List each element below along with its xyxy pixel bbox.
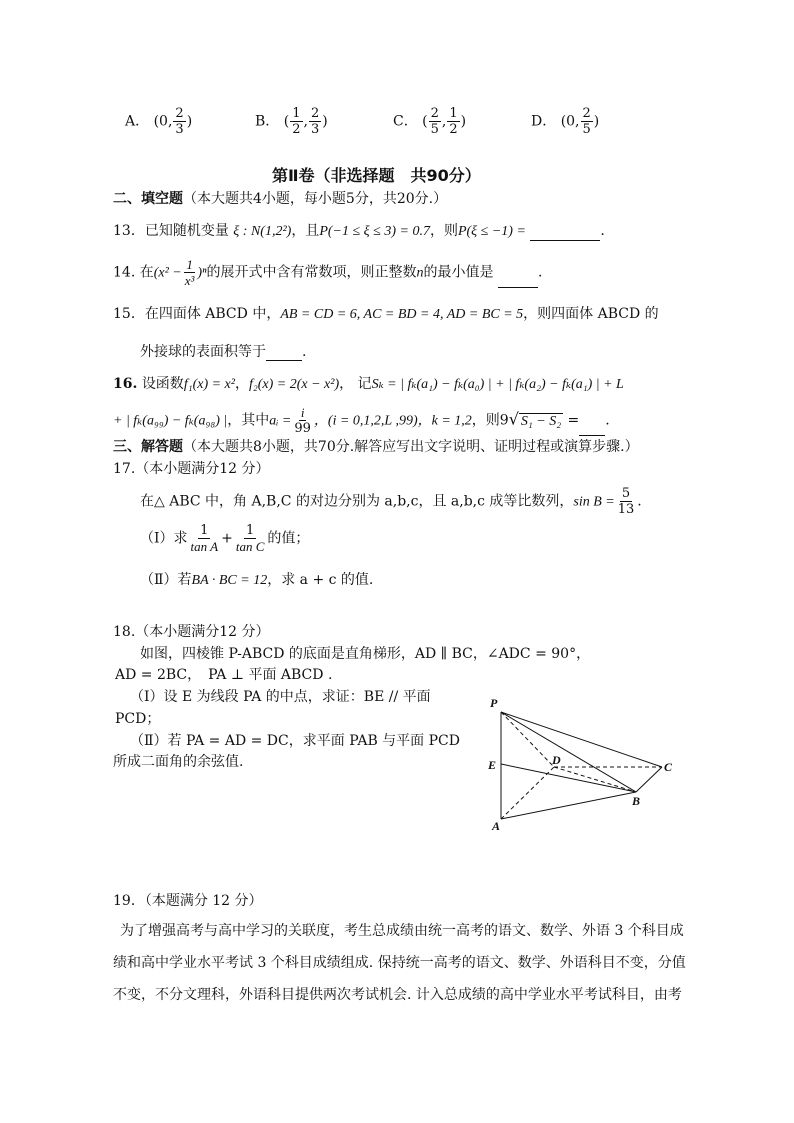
question-18-line-6: 所成二面角的余弦值. (113, 754, 244, 770)
option-a-fraction: $\frac{2}{3}$ (175, 106, 184, 137)
question-17-stem: 在△ ABC 中，角 A,B,C 的对边分别为 a,b,c，且 a,b,c 成等比数列，sin B = $\frac{5}{13}$ . (140, 486, 642, 517)
q17-fraction-1: $\frac{1}{\text{tan A}}$ (190, 523, 219, 554)
q16-radical: S₁ − S₂ (520, 413, 562, 429)
option-a: A． (0, $\frac{2}{3}$ ) (125, 106, 193, 137)
edge-pc (501, 712, 662, 767)
question-19-line-2: 绩和高中学业水平考试 3 个科目成绩组成. 保持统一高考的语文、数学、外语科目不变，分值 (113, 955, 686, 971)
question-18-line-4: PCD； (115, 711, 161, 727)
label-c: C (664, 760, 673, 774)
option-b-fraction-2: $\frac{2}{3}$ (310, 106, 320, 137)
label-a: A (492, 819, 501, 833)
option-b-fraction-1: $\frac{1}{2}$ (292, 106, 301, 137)
question-15-line-2: 外接球的表面积等于 . (140, 344, 307, 360)
answer-blank (266, 342, 302, 361)
option-d-fraction: $\frac{2}{5}$ (582, 106, 591, 137)
answer-blank (579, 417, 605, 436)
question-16: 16. 设函数f₁(x) = x²，f₂(x) = 2(x − x²)， 记Sₖ = | fₖ(a₁) − fₖ(a₀) | + | fₖ(a₂) − fₖ(a₁) | + L (113, 376, 624, 392)
q17-fraction-2: $\frac{1}{\text{tan C}}$ (235, 523, 265, 554)
segment-eb (501, 764, 636, 792)
option-d: D． (0, $\frac{2}{5}$ ) (531, 106, 600, 137)
edge-ad (501, 767, 554, 819)
edge-ab (501, 792, 636, 819)
question-18-line-5: （Ⅱ）若 PA = AD = DC，求平面 PAB 与平面 PCD (130, 733, 460, 749)
question-18-line-2: AD = 2BC， PA ⊥ 平面 ABCD . (115, 667, 333, 683)
q14-fraction: $\frac{1}{\text{x³}}$ (184, 257, 195, 288)
question-19-head: 19．（本题满分 12 分） (113, 893, 263, 909)
question-17-head: 17.（本小题满分12 分） (113, 461, 270, 477)
question-17-part-1: （Ⅰ）求 $\frac{1}{\text{tan A}}$ + $\frac{1}{\text{tan C}}$ 的值； (140, 523, 310, 554)
edge-pd (501, 712, 554, 767)
question-17-part-2: （Ⅱ）若BA · BC = 12，求 a + c 的值. (140, 572, 374, 588)
edge-pb (501, 712, 636, 792)
q17-sin-fraction: $\frac{5}{13}$ (617, 486, 635, 517)
question-19-line-1: 为了增强高考与高中学习的关联度，考生总成绩由统一高考的语文、数学、外语 3 个科目成 (120, 923, 684, 939)
question-16-line-2: + | fₖ(a₉₉) − fₖ(a₉₈) |，其中aᵢ = $\frac{i}{99}$ ，(i = 0,1,2,L ,99)，k = 1,2，则9√ S₁ − S₂ = . (113, 405, 610, 436)
question-13: 13．已知随机变量 ξ : N(1,2²)，且P(−1 ≤ ξ ≤ 3) = 0.7，则P(ξ ≤ −1) = . (113, 223, 605, 239)
option-c-fraction-2: $\frac{1}{2}$ (449, 106, 458, 137)
question-18-line-1: 如图，四棱锥 P-ABCD 的底面是直角梯形，AD ∥ BC，∠ADC = 90°， (140, 646, 591, 662)
option-b: B． ( $\frac{1}{2}$ , $\frac{2}{3}$ ) (255, 106, 328, 137)
answer-blank (498, 269, 538, 288)
question-18-line-3: （Ⅰ）设 E 为线段 PA 的中点，求证：BE // 平面 (130, 689, 431, 705)
solve-header: 三、解答题（本大题共8小题，共70分.解答应写出文字说明、证明过程或演算步骤.） (113, 439, 639, 455)
question-14: 14. 在(x² − $\frac{1}{\text{x³}}$ )ⁿ的展开式中含有常数项，则正整数n的最小值是 . (113, 257, 543, 288)
option-c: C． ( $\frac{2}{5}$ , $\frac{1}{2}$ ) (393, 106, 467, 137)
question-19-line-3: 不变，不分文理科，外语科目提供两次考试机会. 计入总成绩的高中学业水平考试科目，由考 (113, 987, 682, 1003)
section-2-title: 第Ⅱ卷（非选择题 共90分） (272, 166, 481, 185)
option-c-fraction-1: $\frac{2}{5}$ (430, 106, 439, 137)
edge-bc (636, 767, 662, 792)
label-d: D (552, 753, 561, 767)
question-18-head: 18.（本小题满分12 分） (113, 624, 270, 640)
answer-blank (530, 222, 600, 241)
question-15: 15．在四面体 ABCD 中，AB = CD = 6, AC = BD = 4, AD = BC = 5，则四面体 ABCD 的 (113, 306, 659, 322)
label-p: P (490, 696, 498, 710)
diagonal-db (554, 767, 636, 792)
label-e: E (488, 758, 497, 772)
label-b: B (632, 794, 641, 808)
pyramid-figure (484, 692, 684, 837)
fill-in-header: 二、填空题（本大题共4小题，每小题5分，共20分.） (113, 191, 448, 207)
q16-fraction: $\frac{i}{99}$ (294, 405, 311, 436)
